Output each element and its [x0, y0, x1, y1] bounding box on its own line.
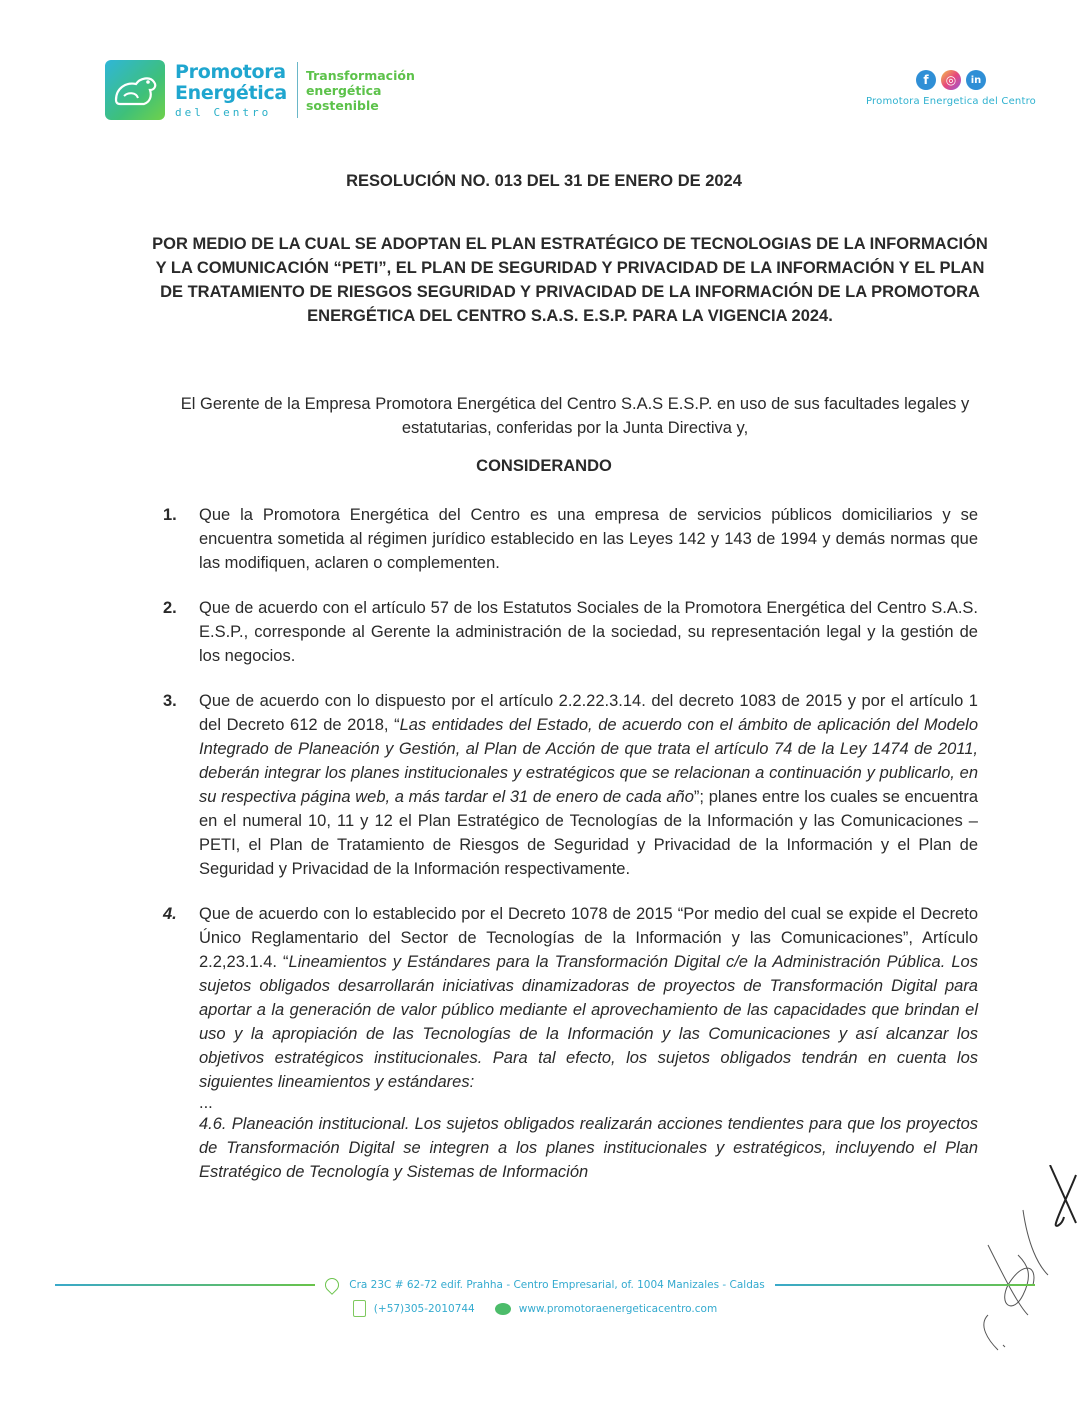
resolution-subject: POR MEDIO DE LA CUAL SE ADOPTAN EL PLAN ESTRATÉGICO DE TECNOLOGIAS DE LA INFORMACIÓN Y LA COMUNICACIÓN “PETI”, EL PLAN DE SEGURIDAD Y PRIVACIDAD DE LA INFORMACIÓN Y EL PLAN DE TRATAMIENTO DE RIESGOS SEGURIDAD Y PRIVACIDAD DE LA INFORMACIÓN DE LA PROMOTORA ENERGÉTICA DEL CENTRO S.A.S. E.S.P. PARA LA VIGENCIA 2024.: [152, 235, 988, 325]
item-number: 2.: [163, 599, 177, 617]
considerando-list: [163, 503, 978, 1184]
address-text: Cra 23C # 62-72 edif. Prahha - Centro Empresarial, of. 1004 Manizales - Caldas: [349, 1279, 765, 1291]
frog-logo-icon: [105, 60, 165, 120]
tagline-line-2: energética: [305, 82, 382, 98]
tagline-line-1: Transformación: [305, 67, 415, 83]
item-text: [199, 689, 978, 881]
brand-line-2: Energética: [175, 81, 287, 104]
phone-icon: [353, 1300, 366, 1317]
list-item: [163, 902, 978, 1184]
tagline: [306, 68, 415, 113]
item-text: [199, 902, 978, 1184]
item-quote: Lineamientos y Estándares para la Transformación Digital c/e la Administración Pública. Los sujetos obligados desarrollarán iniciativas dinamizadoras de proyectos de Transformación Digital para aportar a la generación de valor público mediante el aprovechamiento de las capacidades que brindan el uso y la apropiación de las Tecnologías de la Información y las Comunicaciones y así alcanzar los objetivos estratégicos institucionales. Para tal efecto, los sujetos obligados tendrán en cuenta los siguientes lineamientos y estándares:: [199, 953, 978, 1091]
item-quote: Las entidades del Estado, de acuerdo con el ámbito de aplicación del Modelo Integrado de Planeación y Gestión, al Plan de Acción de que trata el artículo 74 de la Ley 1474 de 2011, deberán integrar los planes institucionales y estratégicos que se relacionan a continuación y publicarlo, en su respectiva página web, a más tardar el 31 de enero de cada año: [199, 716, 978, 806]
phone-text: (+57)305-2010744: [373, 1302, 475, 1315]
subsection-4-6: 4.6. Planeación institucional. Los sujetos obligados realizarán acciones tendientes para que los proyectos de Transformación Digital se integren a los planes institucionales y estratégicos, incluyendo el Plan Estratégico de Tecnología y Sistemas de Información: [199, 1115, 978, 1181]
website-link[interactable]: www.promotoraenergeticacentro.com: [518, 1302, 718, 1315]
list-item: [163, 596, 978, 668]
item-number: 3.: [163, 692, 177, 710]
item-text-plain: Que de acuerdo con lo establecido por el Decreto 1078 de 2015 “Por medio del cual se expide el Decreto Único Reglamentario del Sector de Tecnologías de la Información y las Comunicaciones”, Artículo 2.2,23.1.4. “: [199, 905, 978, 971]
item-text: Que la Promotora Energética del Centro es una empresa de servicios públicos domiciliarios y se encuentra sometida al régimen jurídico establecido en las Leyes 142 y 143 de 1994 y demás normas que las modifiquen, aclaren o complementen.: [199, 506, 978, 572]
tagline-line-3: sostenible: [305, 97, 379, 113]
instagram-icon[interactable]: ◎: [941, 70, 961, 90]
item-number: 1.: [163, 506, 177, 524]
location-pin-icon: [322, 1275, 342, 1295]
logo-divider: [297, 62, 298, 118]
globe-icon: [495, 1303, 511, 1315]
footer-rule-right: [775, 1284, 1035, 1286]
signature-mark: [968, 1165, 1078, 1355]
brand-line-1: Promotora: [175, 60, 286, 83]
item-number: 4.: [163, 905, 177, 923]
considerando-heading: CONSIDERANDO: [476, 457, 612, 475]
list-item: [163, 503, 978, 575]
footer-address: [325, 1278, 765, 1292]
brand-line-3: del Centro: [175, 105, 272, 119]
page-footer: [55, 1278, 1035, 1317]
item-text: Que de acuerdo con el artículo 57 de los Estatutos Sociales de la Promotora Energética del Centro S.A.S. E.S.P., corresponde al Gerente la administración de la sociedad, su representación legal y la gestión de los negocios.: [199, 599, 978, 665]
intro-paragraph: El Gerente de la Empresa Promotora Energética del Centro S.A.S E.S.P. en uso de sus facultades legales y estatutarias, conferidas por la Junta Directiva y,: [180, 395, 970, 437]
ellipsis: ...: [199, 1094, 213, 1112]
list-item: [163, 689, 978, 881]
social-handle: Promotora Energetica del Centro: [866, 96, 1036, 107]
item-text-plain: Que de acuerdo con lo dispuesto por el artículo 2.2.22.3.14. del decreto 1083 de 2015 y por el artículo 1 del Decreto 612 de 2018, “: [199, 692, 978, 734]
facebook-icon[interactable]: f: [916, 70, 936, 90]
item-text-plain: ”; planes entre los cuales se encuentra en el numeral 10, 11 y 12 el Plan Estratégico de Tecnologías de la Información y las Comunicaciones – PETI, el Plan de Tratamiento de Riesgos de Seguridad y Privacidad de la Información y el Plan de Seguridad y Privacidad de la Información respectivamente.: [199, 788, 978, 878]
linkedin-icon[interactable]: in: [966, 70, 986, 90]
social-block: [866, 70, 1036, 107]
brand-name: [175, 60, 287, 119]
footer-rule-left: [55, 1284, 315, 1286]
resolution-title: RESOLUCIÓN NO. 013 DEL 31 DE ENERO DE 2024: [346, 172, 742, 190]
company-logo: [105, 60, 415, 120]
